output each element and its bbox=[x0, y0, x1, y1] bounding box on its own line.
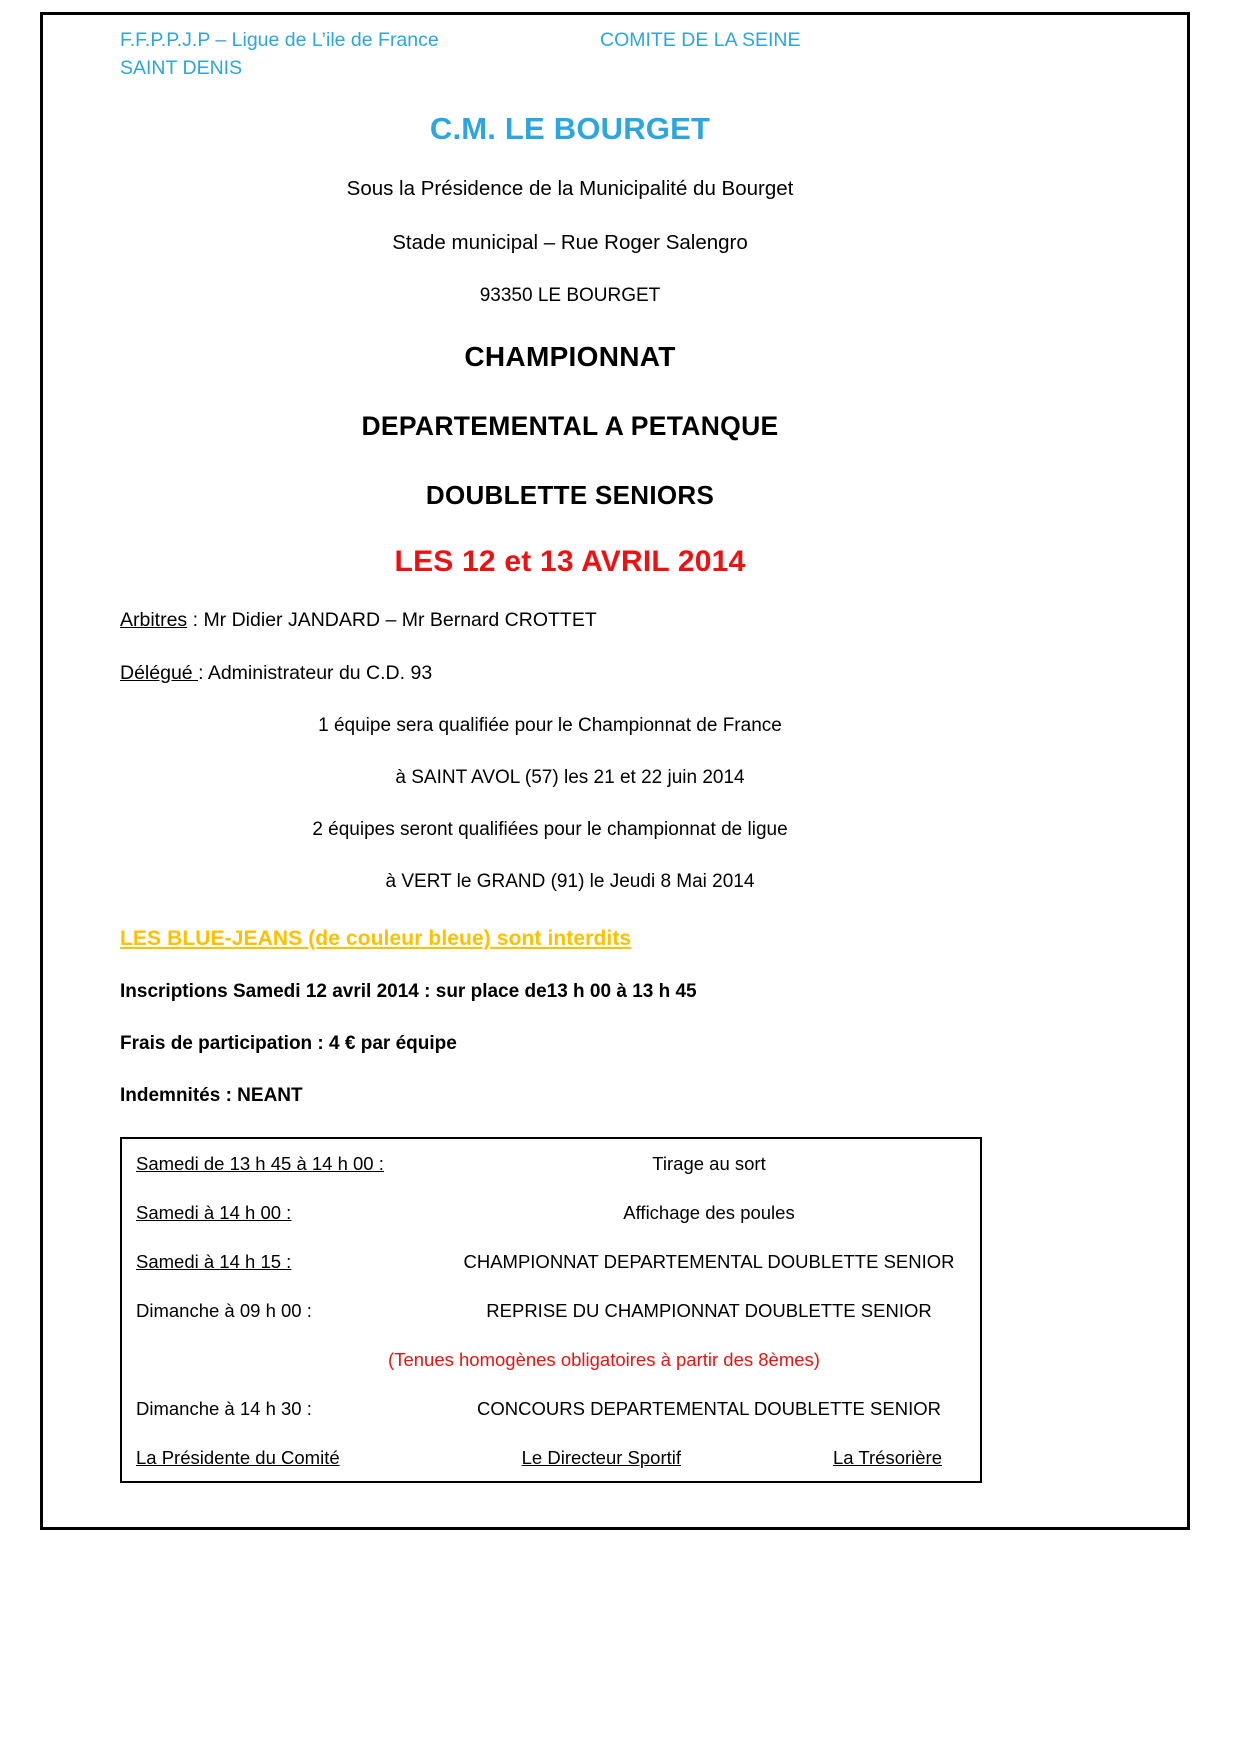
qualification-line-3: 2 équipes seront qualifiées pour le championnat de ligue bbox=[312, 818, 788, 840]
event-heading-championnat: CHAMPIONNAT bbox=[464, 340, 676, 372]
schedule-time-text: Samedi de 13 h 45 à 14 h 00 : bbox=[136, 1152, 384, 1174]
schedule-time bbox=[136, 1300, 456, 1322]
presidency-line: Sous la Présidence de la Municipalité du Bourget bbox=[346, 176, 794, 200]
header-committee-line: COMITE DE LA SEINE bbox=[600, 29, 801, 51]
qualification-line-2: à SAINT AVOL (57) les 21 et 22 juin 2014 bbox=[395, 766, 745, 788]
schedule-activity: Tirage au sort bbox=[652, 1152, 766, 1174]
document-content bbox=[120, 26, 1020, 1483]
schedule-activity: CONCOURS DEPARTEMENTAL DOUBLETTE SENIOR bbox=[477, 1397, 941, 1419]
qualification-line-1: 1 équipe sera qualifiée pour le Championnat de France bbox=[318, 714, 782, 736]
document-header bbox=[120, 26, 1020, 83]
arbitres-line bbox=[120, 609, 1020, 632]
header-right-block bbox=[600, 26, 1020, 54]
signature-treasurer: La Trésorière bbox=[833, 1446, 942, 1468]
schedule-row bbox=[136, 1153, 962, 1175]
delegue-line bbox=[120, 662, 1020, 685]
schedule-row bbox=[136, 1398, 962, 1420]
postal-line: 93350 LE BOURGET bbox=[479, 284, 661, 306]
schedule-row bbox=[136, 1300, 962, 1322]
event-dates: LES 12 et 13 AVRIL 2014 bbox=[394, 544, 746, 578]
header-left-block bbox=[120, 26, 600, 83]
signature-director: Le Directeur Sportif bbox=[521, 1446, 681, 1468]
schedule-activity: REPRISE DU CHAMPIONNAT DOUBLETTE SENIOR bbox=[486, 1299, 932, 1321]
schedule-time bbox=[136, 1153, 456, 1175]
schedule-time bbox=[136, 1202, 456, 1224]
schedule-activity: Affichage des poules bbox=[623, 1201, 795, 1223]
delegue-label: Délégué bbox=[120, 661, 199, 684]
schedule-time-text: Dimanche à 09 h 00 : bbox=[136, 1299, 312, 1321]
schedule-time-text: Dimanche à 14 h 30 : bbox=[136, 1397, 312, 1419]
header-federation-line: F.F.P.P.J.P – Ligue de L’ile de France bbox=[120, 29, 439, 51]
schedule-activity: CHAMPIONNAT DEPARTEMENTAL DOUBLETTE SENIOR bbox=[463, 1250, 955, 1272]
schedule-time bbox=[136, 1398, 456, 1420]
arbitres-value: : Mr Didier JANDARD – Mr Bernard CROTTET bbox=[187, 608, 597, 631]
frais-line: Frais de participation : 4 € par équipe bbox=[120, 1032, 457, 1054]
event-heading-doublette: DOUBLETTE SENIORS bbox=[425, 479, 715, 510]
delegue-value: : Administrateur du C.D. 93 bbox=[198, 661, 433, 684]
club-title: C.M. LE BOURGET bbox=[429, 110, 711, 146]
qualification-line-4: à VERT le GRAND (91) le Jeudi 8 Mai 2014 bbox=[385, 870, 755, 892]
inscriptions-line: Inscriptions Samedi 12 avril 2014 : sur place de13 h 00 à 13 h 45 bbox=[120, 980, 697, 1002]
schedule-time bbox=[136, 1251, 456, 1273]
signature-row bbox=[136, 1447, 962, 1469]
schedule-uniform-note: (Tenues homogènes obligatoires à partir des 8èmes) bbox=[388, 1348, 820, 1370]
venue-line: Stade municipal – Rue Roger Salengro bbox=[392, 230, 748, 254]
signature-president: La Présidente du Comité bbox=[136, 1446, 340, 1468]
schedule-row bbox=[136, 1251, 962, 1273]
schedule-time-text: Samedi à 14 h 00 : bbox=[136, 1201, 292, 1223]
header-city-line: SAINT DENIS bbox=[120, 57, 243, 80]
arbitres-label: Arbitres bbox=[120, 608, 188, 631]
indemnites-line: Indemnités : NEANT bbox=[120, 1084, 303, 1106]
schedule-row bbox=[136, 1202, 962, 1224]
event-heading-departemental: DEPARTEMENTAL A PETANQUE bbox=[361, 410, 779, 441]
schedule-time-text: Samedi à 14 h 15 : bbox=[136, 1250, 292, 1272]
schedule-note-row bbox=[136, 1349, 962, 1371]
schedule-box bbox=[120, 1137, 982, 1483]
blue-jeans-warning: LES BLUE-JEANS (de couleur bleue) sont interdits bbox=[120, 926, 632, 950]
